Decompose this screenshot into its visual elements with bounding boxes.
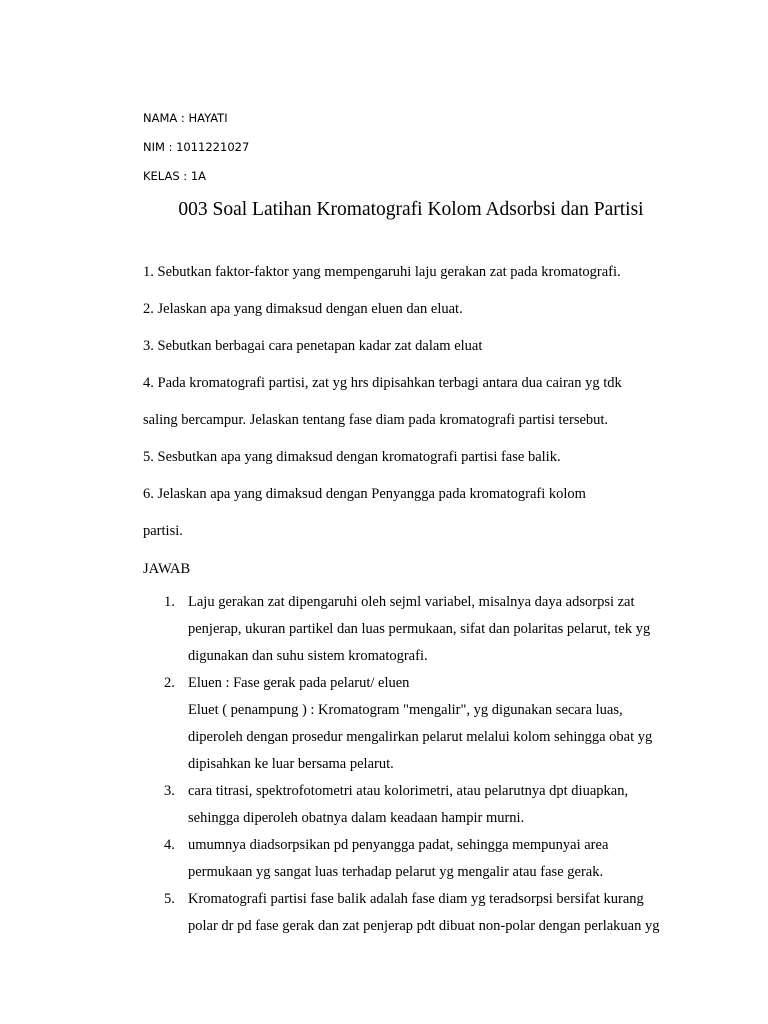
- answer-number: 1.: [164, 594, 175, 610]
- answer-line: sehingga diperoleh obatnya dalam keadaan hampir murni.: [188, 810, 525, 826]
- answer-number: 5.: [164, 891, 175, 907]
- question-1: 1. Sebutkan faktor-faktor yang mempengaruhi laju gerakan zat pada kromatografi.: [143, 264, 621, 280]
- answer-item-5: [143, 886, 703, 940]
- answer-list: [143, 589, 703, 940]
- answer-heading: JAWAB: [143, 561, 191, 577]
- answer-item-1: [143, 589, 703, 670]
- question-6: 6. Jelaskan apa yang dimaksud dengan Penyangga pada kromatografi kolom: [143, 486, 586, 502]
- question-2: 2. Jelaskan apa yang dimaksud dengan eluen dan eluat.: [143, 301, 463, 317]
- answer-line: Kromatografi partisi fase balik adalah fase diam yg teradsorpsi bersifat kurang: [188, 891, 644, 907]
- answer-line: polar dr pd fase gerak dan zat penjerap pdt dibuat non-polar dengan perlakuan yg: [188, 918, 660, 934]
- answer-number: 2.: [164, 675, 175, 691]
- answer-line: dipisahkan ke luar bersama pelarut.: [188, 756, 394, 772]
- answer-item-4: [143, 832, 703, 886]
- answer-line: Laju gerakan zat dipengaruhi oleh sejml variabel, misalnya daya adsorpsi zat: [188, 594, 635, 610]
- question-4: 4. Pada kromatografi partisi, zat yg hrs dipisahkan terbagi antara dua cairan yg tdk: [143, 375, 622, 391]
- question-6-continued: partisi.: [143, 523, 183, 539]
- answer-item-2: [143, 670, 703, 778]
- answer-line: penjerap, ukuran partikel dan luas permukaan, sifat dan polaritas pelarut, tek yg: [188, 621, 651, 637]
- answer-line: cara titrasi, spektrofotometri atau kolorimetri, atau pelarutnya dpt diuapkan,: [188, 783, 629, 799]
- answer-item-3: [143, 778, 703, 832]
- question-4-continued: saling bercampur. Jelaskan tentang fase diam pada kromatografi partisi tersebut.: [143, 412, 609, 428]
- answer-line: Eluet ( penampung ) : Kromatogram "mengalir", yg digunakan secara luas,: [188, 702, 623, 718]
- question-5: 5. Sesbutkan apa yang dimaksud dengan kromatografi partisi fase balik.: [143, 449, 561, 465]
- question-3: 3. Sebutkan berbagai cara penetapan kadar zat dalam eluat: [143, 338, 483, 354]
- answer-line: digunakan dan suhu sistem kromatografi.: [188, 648, 428, 664]
- answer-number: 3.: [164, 783, 175, 799]
- answer-number: 4.: [164, 837, 175, 853]
- answer-line: umumnya diadsorpsikan pd penyangga padat, sehingga mempunyai area: [188, 837, 609, 853]
- document-title: 003 Soal Latihan Kromatografi Kolom Adsorbsi dan Partisi: [178, 199, 644, 220]
- student-nim: NIM : 1011221027: [143, 140, 250, 154]
- answer-line: permukaan yg sangat luas terhadap pelarut yg mengalir atau fase gerak.: [188, 864, 604, 880]
- answer-line: diperoleh dengan prosedur mengalirkan pelarut melalui kolom sehingga obat yg: [188, 729, 653, 745]
- student-name: NAMA : HAYATI: [143, 111, 228, 125]
- student-class: KELAS : 1A: [143, 169, 207, 183]
- answer-line: Eluen : Fase gerak pada pelarut/ eluen: [188, 675, 410, 691]
